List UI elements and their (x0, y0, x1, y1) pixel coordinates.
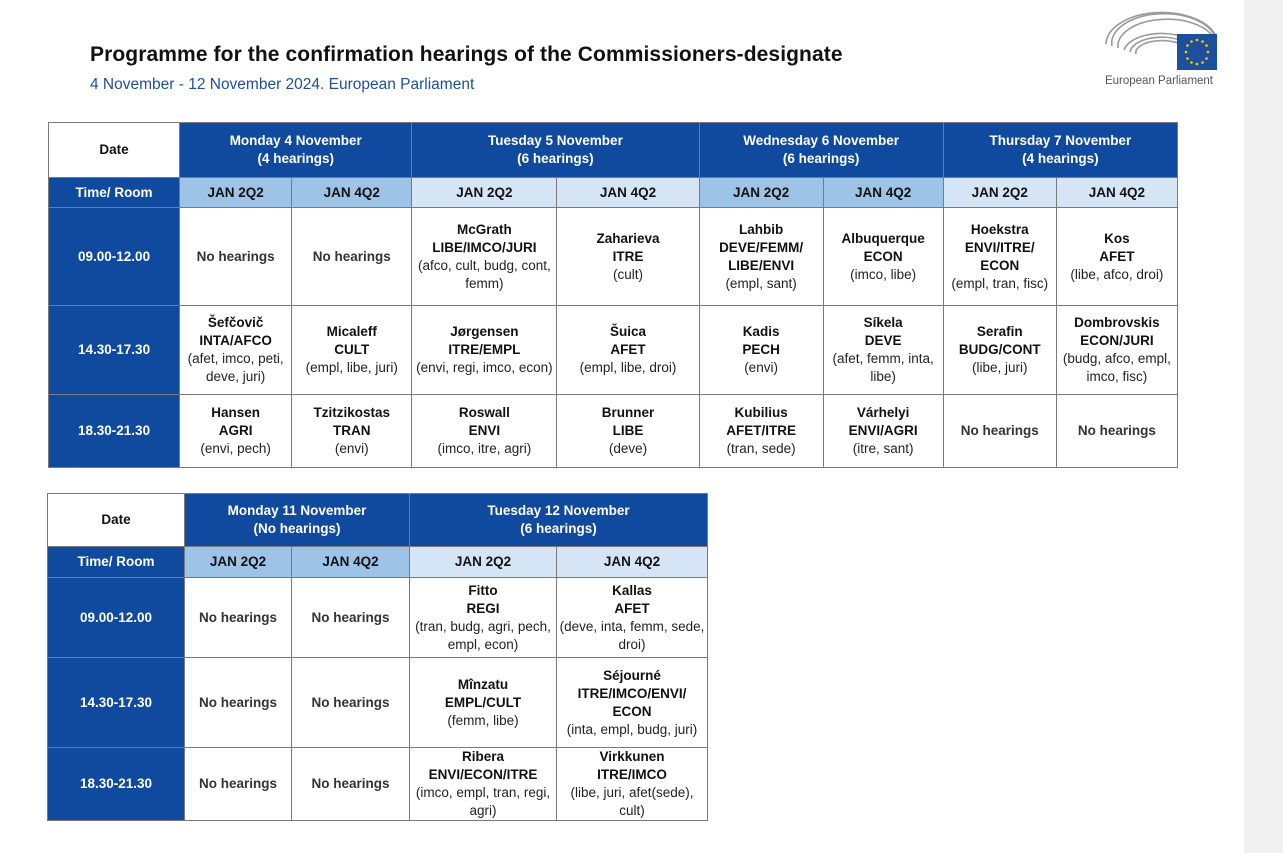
no-hearings-text: No hearings (311, 609, 390, 625)
time-slot-label: 18.30-21.30 (48, 748, 185, 821)
associated-committees: (deve) (608, 441, 648, 456)
hearing-cell (823, 208, 943, 306)
associated-committees: (afco, cult, budg, cont, femm) (417, 257, 551, 291)
time-room-label: Time/ Room (48, 547, 185, 578)
room-header: JAN 4Q2 (1056, 178, 1177, 208)
lead-committees: DEVE/FEMM/ LIBE/ENVI (719, 239, 804, 273)
lead-committees: CULT (334, 342, 370, 357)
commissioner-name: Kallas (612, 582, 652, 598)
commissioner-name: Kos (1104, 230, 1130, 246)
no-hearings-text: No hearings (311, 694, 390, 710)
hearing-cell (823, 395, 943, 468)
commissioner-name: Fitto (468, 582, 498, 598)
hearings-table-week-2 (47, 493, 708, 821)
time-slot-label: 14.30-17.30 (48, 658, 185, 748)
lead-committees: ITRE (612, 248, 644, 264)
no-hearings-text: No hearings (960, 423, 1039, 438)
time-slot-label: 14.30-17.30 (49, 306, 180, 395)
day-name: Thursday 7 November (989, 133, 1132, 148)
hearing-cell (412, 306, 557, 395)
associated-committees: (envi, pech) (200, 441, 271, 456)
no-hearings-text: No hearings (196, 248, 275, 264)
hearing-cell (557, 748, 708, 821)
associated-committees: (tran, sede) (726, 441, 796, 456)
lead-committees: ITRE/IMCO/ENVI/ ECON (577, 685, 687, 719)
time-slot-row (48, 658, 708, 748)
hearing-cell (410, 578, 557, 658)
logo-caption: European Parliament (1104, 75, 1214, 87)
lead-committees: TRAN (333, 423, 371, 438)
hearing-cell (1056, 306, 1177, 395)
day-hearing-count: (No hearings) (253, 521, 341, 536)
room-header-row (48, 547, 708, 578)
lead-committees: DEVE (864, 333, 902, 348)
time-slot-row (48, 748, 708, 821)
commissioner-name: Roswall (458, 405, 510, 420)
hearing-cell (557, 306, 699, 395)
day-name: Monday 4 November (229, 133, 362, 148)
associated-committees: (empl, libe, droi) (579, 360, 677, 375)
hearing-cell (699, 395, 823, 468)
time-slot-row (49, 306, 1178, 395)
hearing-cell (943, 208, 1056, 306)
lead-committees: ECON/JURI (1080, 333, 1154, 348)
commissioner-name: Jørgensen (450, 324, 519, 339)
lead-committees: ENVI/ITRE/ ECON (964, 239, 1035, 273)
room-header: JAN 2Q2 (699, 178, 823, 208)
hearing-cell (699, 208, 823, 306)
commissioner-name: Šefčovič (207, 315, 264, 330)
associated-committees: (deve, inta, femm, sede, droi) (559, 618, 705, 652)
commissioner-name: Brunner (601, 405, 655, 420)
lead-committees: AFET (614, 600, 650, 616)
lead-committees: AGRI (218, 423, 253, 438)
commissioner-name: Šuica (609, 324, 646, 339)
hearing-cell (557, 658, 708, 748)
associated-committees: (empl, sant) (725, 275, 797, 291)
commissioner-name: Séjourné (603, 667, 661, 683)
page-title: Programme for the confirmation hearings of the Commissioners-designate (90, 43, 843, 66)
hearing-cell (180, 395, 292, 468)
hearing-cell (180, 306, 292, 395)
no-hearings-text: No hearings (198, 694, 277, 710)
day-hearing-count: (4 hearings) (257, 151, 334, 166)
lead-committees: AFET (610, 342, 646, 357)
room-header: JAN 2Q2 (412, 178, 557, 208)
commissioner-name: Hoekstra (970, 221, 1029, 237)
associated-committees: (itre, sant) (852, 441, 914, 456)
hearing-cell (943, 306, 1056, 395)
page-subtitle: 4 November - 12 November 2024. European Parliament (90, 76, 475, 93)
time-slot-row (49, 208, 1178, 306)
lead-committees: LIBE (612, 423, 644, 438)
no-hearing-cell (185, 658, 292, 748)
commissioner-name: Virkkunen (599, 749, 665, 764)
no-hearings-text: No hearings (198, 609, 277, 625)
day-header-row (48, 494, 708, 547)
hearing-cell (1056, 208, 1177, 306)
lead-committees: INTA/AFCO (199, 333, 272, 348)
commissioner-name: Tzitzikostas (313, 405, 391, 420)
lead-committees: ECON (863, 248, 903, 264)
time-slot-row (49, 395, 1178, 468)
associated-committees: (envi) (744, 360, 778, 375)
lead-committees: ENVI/AGRI (848, 423, 918, 438)
commissioner-name: Micaleff (326, 324, 377, 339)
no-hearings-text: No hearings (311, 776, 390, 791)
day-name: Tuesday 12 November (487, 503, 630, 518)
day-hearing-count: (6 hearings) (520, 521, 597, 536)
time-slot-label: 09.00-12.00 (49, 208, 180, 306)
room-header: JAN 2Q2 (185, 547, 292, 578)
lead-committees: AFET/ITRE (726, 423, 796, 438)
room-header: JAN 2Q2 (410, 547, 557, 578)
lead-committees: BUDG/CONT (958, 342, 1041, 357)
day-name: Wednesday 6 November (743, 133, 900, 148)
hearing-cell (412, 395, 557, 468)
room-header: JAN 2Q2 (180, 178, 292, 208)
commissioner-name: Zaharieva (596, 230, 660, 246)
day-hearing-count: (4 hearings) (1022, 151, 1099, 166)
no-hearing-cell (943, 395, 1056, 468)
commissioner-name: Síkela (863, 315, 903, 330)
associated-committees: (libe, afco, droi) (1070, 266, 1164, 282)
commissioner-name: Kadis (742, 324, 780, 339)
no-hearing-cell (292, 748, 410, 821)
room-header: JAN 2Q2 (943, 178, 1056, 208)
no-hearing-cell (180, 208, 292, 306)
lead-committees: EMPL/CULT (444, 694, 522, 710)
commissioner-name: Ribera (462, 749, 505, 764)
date-label: Date (49, 123, 180, 178)
associated-committees: (afet, imco, peti, deve, juri) (187, 351, 284, 384)
associated-committees: (imco, itre, agri) (437, 441, 532, 456)
room-header: JAN 4Q2 (557, 178, 699, 208)
day-header (943, 123, 1177, 178)
associated-committees: (imco, libe) (850, 266, 917, 282)
hearing-cell (557, 578, 708, 658)
associated-committees: (empl, libe, juri) (305, 360, 398, 375)
hearing-cell (699, 306, 823, 395)
date-label: Date (48, 494, 185, 547)
associated-committees: (envi) (334, 441, 369, 456)
day-name: Monday 11 November (227, 503, 367, 518)
no-hearings-text: No hearings (198, 776, 277, 791)
hearing-cell (410, 748, 557, 821)
hearing-cell (292, 306, 412, 395)
hearing-cell (557, 208, 699, 306)
commissioner-name: Lahbib (738, 221, 784, 237)
hearing-cell (557, 395, 699, 468)
day-header (180, 123, 412, 178)
associated-committees: (inta, empl, budg, juri) (566, 721, 698, 737)
commissioner-name: Kubilius (734, 405, 788, 420)
room-header-row (49, 178, 1178, 208)
room-header: JAN 4Q2 (292, 178, 412, 208)
day-hearing-count: (6 hearings) (782, 151, 860, 166)
commissioner-name: Hansen (211, 405, 261, 420)
lead-committees: ENVI/ECON/ITRE (428, 767, 538, 782)
lead-committees: ITRE/EMPL (448, 342, 521, 357)
associated-committees: (afet, femm, inta, libe) (832, 351, 934, 384)
time-slot-label: 09.00-12.00 (48, 578, 185, 658)
no-hearings-text: No hearings (312, 248, 391, 264)
lead-committees: LIBE/IMCO/JURI (432, 239, 537, 255)
time-slot-row (48, 578, 708, 658)
associated-committees: (empl, tran, fisc) (951, 275, 1049, 291)
day-header (410, 494, 708, 547)
lead-committees: PECH (742, 342, 780, 357)
lead-committees: ITRE/IMCO (597, 767, 667, 782)
no-hearing-cell (292, 658, 410, 748)
lead-committees: AFET (1099, 248, 1135, 264)
no-hearing-cell (292, 208, 412, 306)
day-header-row (49, 123, 1178, 178)
associated-committees: (libe, juri, afet(sede), cult) (570, 785, 694, 818)
day-header (412, 123, 699, 178)
associated-committees: (tran, budg, agri, pech, empl, econ) (415, 618, 551, 652)
commissioner-name: Dombrovskis (1074, 315, 1160, 330)
lead-committees: REGI (466, 600, 500, 616)
no-hearings-text: No hearings (1077, 423, 1156, 438)
day-name: Tuesday 5 November (488, 133, 623, 148)
no-hearing-cell (1056, 395, 1177, 468)
commissioner-name: Várhelyi (856, 405, 910, 420)
day-header (185, 494, 410, 547)
time-room-label: Time/ Room (49, 178, 180, 208)
hearing-cell (412, 208, 557, 306)
commissioner-name: Albuquerque (841, 230, 925, 246)
room-header: JAN 4Q2 (292, 547, 410, 578)
associated-committees: (imco, empl, tran, regi, agri) (415, 785, 551, 818)
day-header (699, 123, 943, 178)
associated-committees: (femm, libe) (447, 712, 519, 728)
associated-committees: (envi, regi, imco, econ) (416, 360, 553, 375)
right-margin-strip (1244, 0, 1283, 853)
room-header: JAN 4Q2 (557, 547, 708, 578)
hearing-cell (823, 306, 943, 395)
no-hearing-cell (185, 748, 292, 821)
no-hearing-cell (185, 578, 292, 658)
lead-committees: ENVI (468, 423, 501, 438)
commissioner-name: Mînzatu (457, 676, 509, 692)
commissioner-name: Serafin (976, 324, 1023, 339)
room-header: JAN 4Q2 (823, 178, 943, 208)
associated-committees: (budg, afco, empl, imco, fisc) (1062, 351, 1171, 384)
time-slot-label: 18.30-21.30 (49, 395, 180, 468)
hearing-cell (292, 395, 412, 468)
no-hearing-cell (292, 578, 410, 658)
hearings-table-week-1 (48, 122, 1178, 468)
associated-committees: (libe, juri) (972, 360, 1028, 375)
day-hearing-count: (6 hearings) (517, 151, 594, 166)
commissioner-name: McGrath (456, 221, 512, 237)
hearing-cell (410, 658, 557, 748)
associated-committees: (cult) (612, 266, 643, 282)
